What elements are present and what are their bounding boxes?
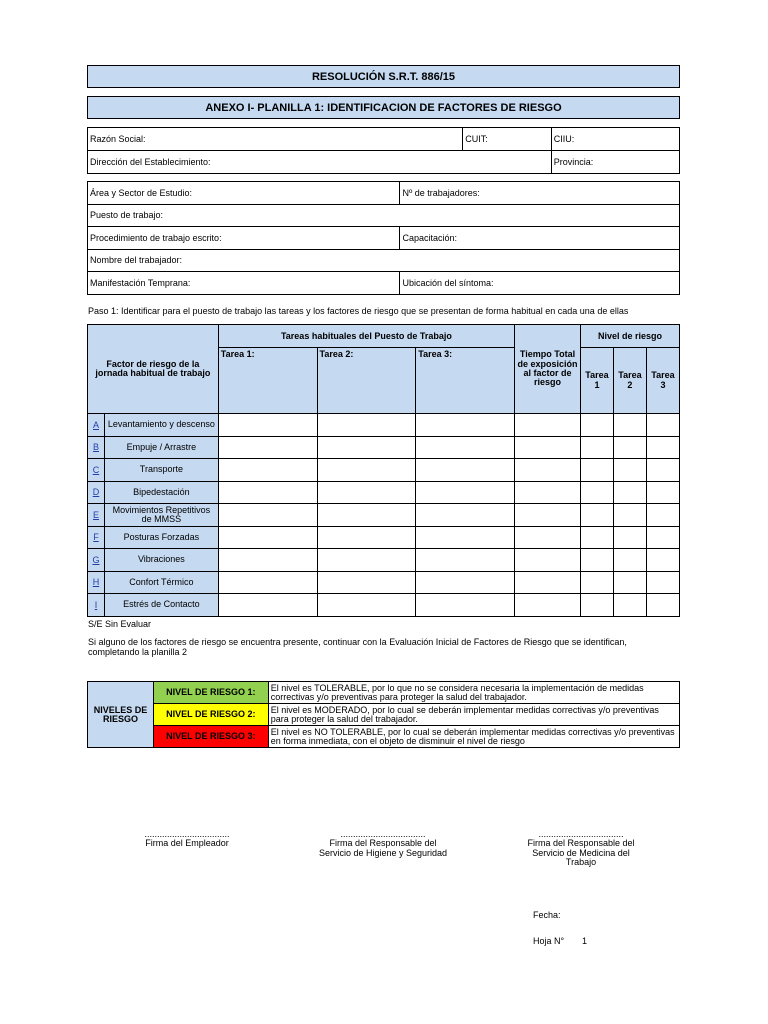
factor-name: Posturas Forzadas: [104, 526, 218, 549]
cell[interactable]: [317, 481, 416, 504]
cell[interactable]: [218, 459, 317, 482]
signature-medicina: [506, 830, 656, 868]
ciiu-field[interactable]: CIIU:: [551, 128, 679, 151]
cell[interactable]: [218, 481, 317, 504]
cell[interactable]: [515, 436, 581, 459]
cell[interactable]: [580, 549, 613, 572]
level-header: Nivel de riesgo: [580, 325, 679, 348]
hoja-label: Hoja N°: [533, 936, 565, 946]
factor-code-link[interactable]: D: [88, 481, 105, 504]
signature-higiene: [308, 830, 458, 858]
cell[interactable]: [613, 571, 646, 594]
factor-name: Transporte: [104, 459, 218, 482]
procedimiento-field[interactable]: Procedimiento de trabajo escrito:: [88, 227, 400, 250]
cell[interactable]: [416, 549, 515, 572]
factor-code-link[interactable]: F: [88, 526, 105, 549]
risk-level-2-label: NIVEL DE RIESGO 2:: [153, 704, 268, 726]
cell[interactable]: [317, 571, 416, 594]
cell[interactable]: [416, 571, 515, 594]
level-task3-header: Tarea 3: [646, 348, 679, 414]
level-task2-header: Tarea 2: [613, 348, 646, 414]
table-row: [88, 504, 680, 527]
table-row: [88, 436, 680, 459]
cell[interactable]: [218, 571, 317, 594]
cell[interactable]: [613, 594, 646, 617]
factor-code-link[interactable]: C: [88, 459, 105, 482]
razon-social-field[interactable]: Razón Social:: [88, 128, 463, 151]
signature-higiene-label-1: Firma del Responsable del: [329, 838, 437, 849]
signature-line: ..................................: [340, 829, 426, 839]
continue-note-line2: completando la planilla 2: [88, 647, 188, 657]
cell[interactable]: [580, 436, 613, 459]
cell[interactable]: [515, 571, 581, 594]
risk-factor-table: [87, 324, 680, 617]
risk-level-1-text: El nivel es TOLERABLE, por lo que no se considera necesaria la implementación de medidas correctivas y/o preventivas para proteger la salud del trabajador.: [268, 682, 679, 704]
cell[interactable]: [646, 594, 679, 617]
signature-higiene-label-2: Servicio de Higiene y Seguridad: [318, 847, 448, 858]
cell[interactable]: [317, 459, 416, 482]
cell[interactable]: [317, 504, 416, 527]
table-row: [88, 571, 680, 594]
cell[interactable]: [646, 504, 679, 527]
factor-code-link[interactable]: G: [88, 549, 105, 572]
cell[interactable]: [515, 549, 581, 572]
task1-header[interactable]: Tarea 1:: [218, 348, 317, 414]
level-task1-header: Tarea 1: [580, 348, 613, 414]
cell[interactable]: [646, 436, 679, 459]
cell[interactable]: [646, 414, 679, 437]
capacitacion-field[interactable]: Capacitación:: [400, 227, 680, 250]
cell[interactable]: [515, 459, 581, 482]
signature-line: ..................................: [144, 829, 230, 839]
cell[interactable]: [416, 594, 515, 617]
cell[interactable]: [317, 414, 416, 437]
factor-name: Confort Térmico: [104, 571, 218, 594]
puesto-field[interactable]: Puesto de trabajo:: [88, 204, 680, 227]
cell[interactable]: [515, 504, 581, 527]
cell[interactable]: [416, 526, 515, 549]
manifestacion-field[interactable]: Manifestación Temprana:: [88, 272, 400, 295]
direccion-field[interactable]: Dirección del Establecimiento:: [88, 151, 552, 174]
exposure-header: Tiempo Total de exposición al factor de riesgo: [515, 325, 581, 414]
factor-name: Vibraciones: [104, 549, 218, 572]
task2-header[interactable]: Tarea 2:: [317, 348, 416, 414]
table-row: [88, 414, 680, 437]
nombre-trabajador-field[interactable]: Nombre del trabajador:: [88, 249, 680, 272]
cell[interactable]: [416, 436, 515, 459]
sin-evaluar-note: S/E Sin Evaluar: [88, 619, 152, 629]
area-field[interactable]: Área y Sector de Estudio:: [88, 182, 400, 205]
factor-code-link[interactable]: A: [88, 414, 105, 437]
cell[interactable]: [613, 414, 646, 437]
factor-name: Estrés de Contacto: [104, 594, 218, 617]
cell[interactable]: [613, 549, 646, 572]
table-row: [88, 594, 680, 617]
cell[interactable]: [515, 526, 581, 549]
tasks-header: Tareas habituales del Puesto de Trabajo: [218, 325, 514, 348]
cell[interactable]: [515, 481, 581, 504]
factor-code-link[interactable]: I: [88, 594, 105, 617]
cell[interactable]: [580, 459, 613, 482]
signature-medicina-label-3: Trabajo: [565, 857, 597, 868]
factor-name: Movimientos Repetitivos de MMSS: [104, 504, 218, 527]
provincia-field[interactable]: Provincia:: [551, 151, 679, 174]
factor-name: Levantamiento y descenso: [104, 414, 218, 437]
cell[interactable]: [218, 594, 317, 617]
table-row: [88, 459, 680, 482]
table-row: [88, 481, 680, 504]
cell[interactable]: [613, 459, 646, 482]
signature-medicina-label-2: Servicio de Medicina del: [532, 847, 630, 858]
cell[interactable]: [613, 526, 646, 549]
factor-name: Bipedestación: [104, 481, 218, 504]
table-row: [88, 526, 680, 549]
cell[interactable]: [317, 549, 416, 572]
signature-empleador-label: Firma del Empleador: [145, 838, 229, 849]
ubicacion-sintoma-field[interactable]: Ubicación del síntoma:: [400, 272, 680, 295]
factor-name: Empuje / Arrastre: [104, 436, 218, 459]
cell[interactable]: [317, 526, 416, 549]
document-subtitle: ANEXO I- PLANILLA 1: IDENTIFICACION DE FACTORES DE RIESGO: [87, 96, 680, 119]
risk-level-3-label: NIVEL DE RIESGO 3:: [153, 726, 268, 748]
cell[interactable]: [218, 436, 317, 459]
signature-empleador: [112, 830, 262, 849]
continue-note-line1: Si alguno de los factores de riesgo se encuentra presente, continuar con la Evaluación Inicial de Factores de Riesgo que se identifican,: [88, 637, 627, 647]
cell[interactable]: [646, 549, 679, 572]
cell[interactable]: [580, 414, 613, 437]
cell[interactable]: [317, 594, 416, 617]
cell[interactable]: [613, 504, 646, 527]
cell[interactable]: [646, 571, 679, 594]
risk-level-3-text: El nivel es NO TOLERABLE, por lo cual se deberán implementar medidas correctivas y/o preventivas en forma inmediata, con el objeto de disminuir el nivel de riesgo: [268, 726, 679, 748]
signature-line: ..................................: [538, 829, 624, 839]
cell[interactable]: [613, 436, 646, 459]
document-title: RESOLUCIÓN S.R.T. 886/15: [87, 65, 680, 88]
task3-header[interactable]: Tarea 3:: [416, 348, 515, 414]
cell[interactable]: [580, 571, 613, 594]
cell[interactable]: [218, 526, 317, 549]
cell[interactable]: [580, 526, 613, 549]
cell[interactable]: [416, 459, 515, 482]
factor-code-link[interactable]: B: [88, 436, 105, 459]
factor-header: Factor de riesgo de la jornada habitual de trabajo: [88, 325, 219, 414]
cell[interactable]: [416, 481, 515, 504]
cell[interactable]: [515, 414, 581, 437]
hoja-number: 1: [582, 936, 588, 946]
cell[interactable]: [218, 414, 317, 437]
cell[interactable]: [580, 504, 613, 527]
factor-code-link[interactable]: E: [88, 504, 105, 527]
fecha-label: Fecha:: [533, 910, 561, 920]
cell[interactable]: [580, 481, 613, 504]
risk-level-2-text: El nivel es MODERADO, por lo cual se deberán implementar medidas correctivas y/o preventivas para proteger la salud del trabajador.: [268, 704, 679, 726]
cell[interactable]: [416, 414, 515, 437]
risk-levels-label: NIVELES DE RIESGO: [88, 682, 154, 748]
n-trabajadores-field[interactable]: Nº de trabajadores:: [400, 182, 680, 205]
step1-instruction: Paso 1: Identificar para el puesto de trabajo las tareas y los factores de riesgo que se presentan de forma habitual en cada una de ellas: [88, 306, 629, 316]
signature-medicina-label-1: Firma del Responsable del: [527, 838, 635, 849]
risk-level-1-label: NIVEL DE RIESGO 1:: [153, 682, 268, 704]
cell[interactable]: [580, 594, 613, 617]
cell[interactable]: [613, 481, 646, 504]
cell[interactable]: [416, 504, 515, 527]
cell[interactable]: [317, 436, 416, 459]
cell[interactable]: [646, 481, 679, 504]
cell[interactable]: [218, 549, 317, 572]
work-info-table: [87, 181, 680, 295]
cell[interactable]: [218, 504, 317, 527]
cell[interactable]: [515, 594, 581, 617]
risk-levels-table: [87, 681, 680, 748]
cell[interactable]: [646, 459, 679, 482]
cell[interactable]: [646, 526, 679, 549]
factor-code-link[interactable]: H: [88, 571, 105, 594]
cuit-field[interactable]: CUIT:: [463, 128, 551, 151]
company-info-table: [87, 127, 680, 174]
table-row: [88, 549, 680, 572]
